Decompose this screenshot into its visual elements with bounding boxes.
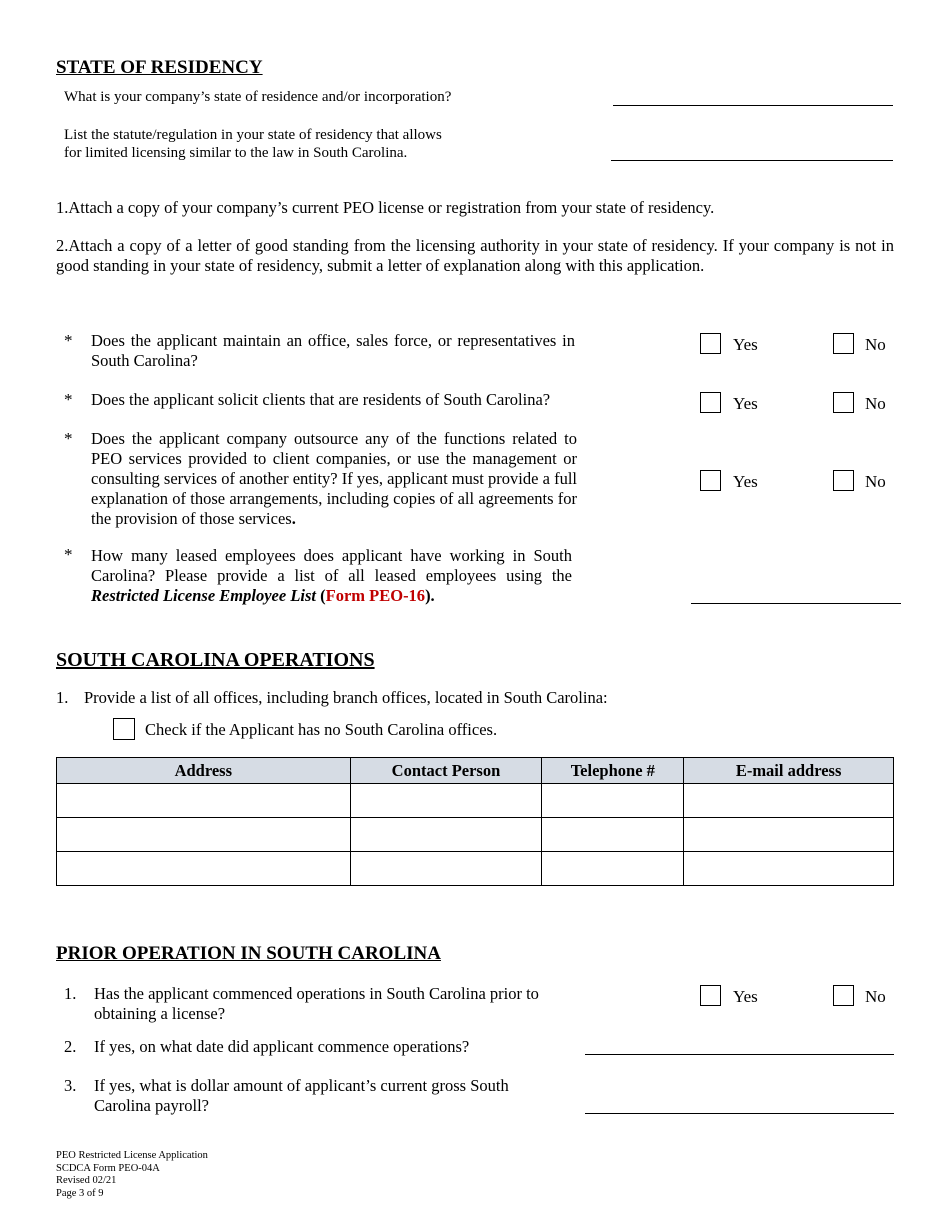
commenced-no-label: No (865, 987, 886, 1006)
table-row (57, 784, 894, 818)
address-column-header: Address (57, 758, 351, 784)
bullet-star: * (64, 429, 73, 448)
form-peo-16-link[interactable]: Form PEO-16 (325, 586, 426, 605)
commenced-question-line1: Has the applicant commenced operations in South Carolina prior to (94, 984, 539, 1003)
outsource-question-text: Does the applicant company outsource any of the functions related to PEO services provided to client companies, or use the management or consulting services of another entity? If yes, applicant must provide a full explanation of those arrangements, including copies of all agreements for the provision of those services (91, 429, 577, 528)
commenced-no-checkbox[interactable] (833, 985, 854, 1006)
commence-date-question: If yes, on what date did applicant commence operations? (94, 1037, 470, 1056)
commenced-question-line2: obtaining a license? (94, 1004, 226, 1023)
outsource-no-checkbox[interactable] (833, 470, 854, 491)
statute-question-line1: List the statute/regulation in your state of residency that allows (64, 127, 442, 143)
no-offices-label: Check if the Applicant has no South Carolina offices. (145, 720, 498, 739)
prior-item-number: 3. (64, 1076, 77, 1095)
outsource-question (91, 429, 577, 529)
office-no-label: No (865, 335, 886, 354)
payroll-answer-line[interactable] (585, 1113, 894, 1114)
attach-good-standing-instruction: 2.Attach a copy of a letter of good standing from the licensing authority in your state of residency. If your company is not in good standing in your state of residency, submit a letter of explanation along with this application. (56, 236, 894, 275)
employee-list-form-name: Restricted License Employee List (91, 586, 316, 605)
contact-cell[interactable] (350, 784, 542, 818)
contact-cell[interactable] (350, 852, 542, 886)
bullet-star: * (64, 331, 73, 350)
solicit-yes-checkbox[interactable] (700, 392, 721, 413)
operations-item-number: 1. (56, 688, 69, 707)
page-footer (56, 1150, 208, 1200)
leased-employees-text: How many leased employees does applicant have working in South Carolina? Please provide a list of all leased employees using the (91, 546, 572, 585)
footer-form-title: PEO Restricted License Application (56, 1150, 208, 1161)
telephone-cell[interactable] (542, 818, 684, 852)
address-cell[interactable] (57, 852, 351, 886)
email-cell[interactable] (684, 818, 894, 852)
leased-employees-question (91, 546, 572, 606)
solicit-question: Does the applicant solicit clients that are residents of South Carolina? (91, 390, 551, 409)
statute-answer-line[interactable] (611, 160, 893, 161)
email-cell[interactable] (684, 784, 894, 818)
commence-date-answer-line[interactable] (585, 1054, 894, 1055)
operations-heading: SOUTH CAROLINA OPERATIONS (56, 649, 375, 671)
payroll-question-line1: If yes, what is dollar amount of applicant’s current gross South (94, 1076, 509, 1095)
email-cell[interactable] (684, 852, 894, 886)
telephone-column-header: Telephone # (542, 758, 684, 784)
email-column-header: E-mail address (684, 758, 894, 784)
telephone-cell[interactable] (542, 784, 684, 818)
no-offices-checkbox[interactable] (113, 718, 135, 740)
office-yes-checkbox[interactable] (700, 333, 721, 354)
state-answer-line[interactable] (613, 105, 893, 106)
footer-form-number: SCDCA Form PEO-04A (56, 1162, 160, 1174)
address-cell[interactable] (57, 784, 351, 818)
contact-person-column-header: Contact Person (350, 758, 542, 784)
outsource-yes-label: Yes (733, 472, 758, 491)
statute-question-line2: for limited licensing similar to the law in South Carolina. (64, 145, 408, 161)
table-row (57, 852, 894, 886)
table-row (57, 818, 894, 852)
telephone-cell[interactable] (542, 852, 684, 886)
solicit-no-checkbox[interactable] (833, 392, 854, 413)
prior-operation-heading: PRIOR OPERATION IN SOUTH CAROLINA (56, 943, 441, 964)
footer-page-number: Page 3 of 9 (56, 1187, 104, 1199)
outsource-question-period: . (291, 509, 296, 528)
offices-table (56, 757, 894, 886)
state-question: What is your company’s state of residence and/or incorporation? (64, 89, 452, 105)
residency-heading: STATE OF RESIDENCY (56, 57, 263, 78)
outsource-yes-checkbox[interactable] (700, 470, 721, 491)
office-question: Does the applicant maintain an office, sales force, or representatives in South Carolina? (91, 331, 575, 370)
paren-open: ( (316, 586, 326, 605)
bullet-star: * (64, 390, 73, 409)
paren-close: ). (425, 586, 435, 605)
solicit-no-label: No (865, 394, 886, 413)
commenced-yes-checkbox[interactable] (700, 985, 721, 1006)
contact-cell[interactable] (350, 818, 542, 852)
commenced-yes-label: Yes (733, 987, 758, 1006)
leased-employees-answer-line[interactable] (691, 603, 901, 604)
office-no-checkbox[interactable] (833, 333, 854, 354)
outsource-no-label: No (865, 472, 886, 491)
office-yes-label: Yes (733, 335, 758, 354)
payroll-question-line2: Carolina payroll? (94, 1096, 210, 1115)
bullet-star: * (64, 545, 73, 564)
prior-item-number: 2. (64, 1037, 77, 1056)
address-cell[interactable] (57, 818, 351, 852)
offices-instruction: Provide a list of all offices, including branch offices, located in South Carolina: (84, 688, 608, 707)
prior-item-number: 1. (64, 984, 77, 1003)
solicit-yes-label: Yes (733, 394, 758, 413)
attach-license-instruction: 1.Attach a copy of your company’s current PEO license or registration from your state of residency. (56, 198, 715, 217)
footer-revision: Revised 02/21 (56, 1175, 117, 1186)
